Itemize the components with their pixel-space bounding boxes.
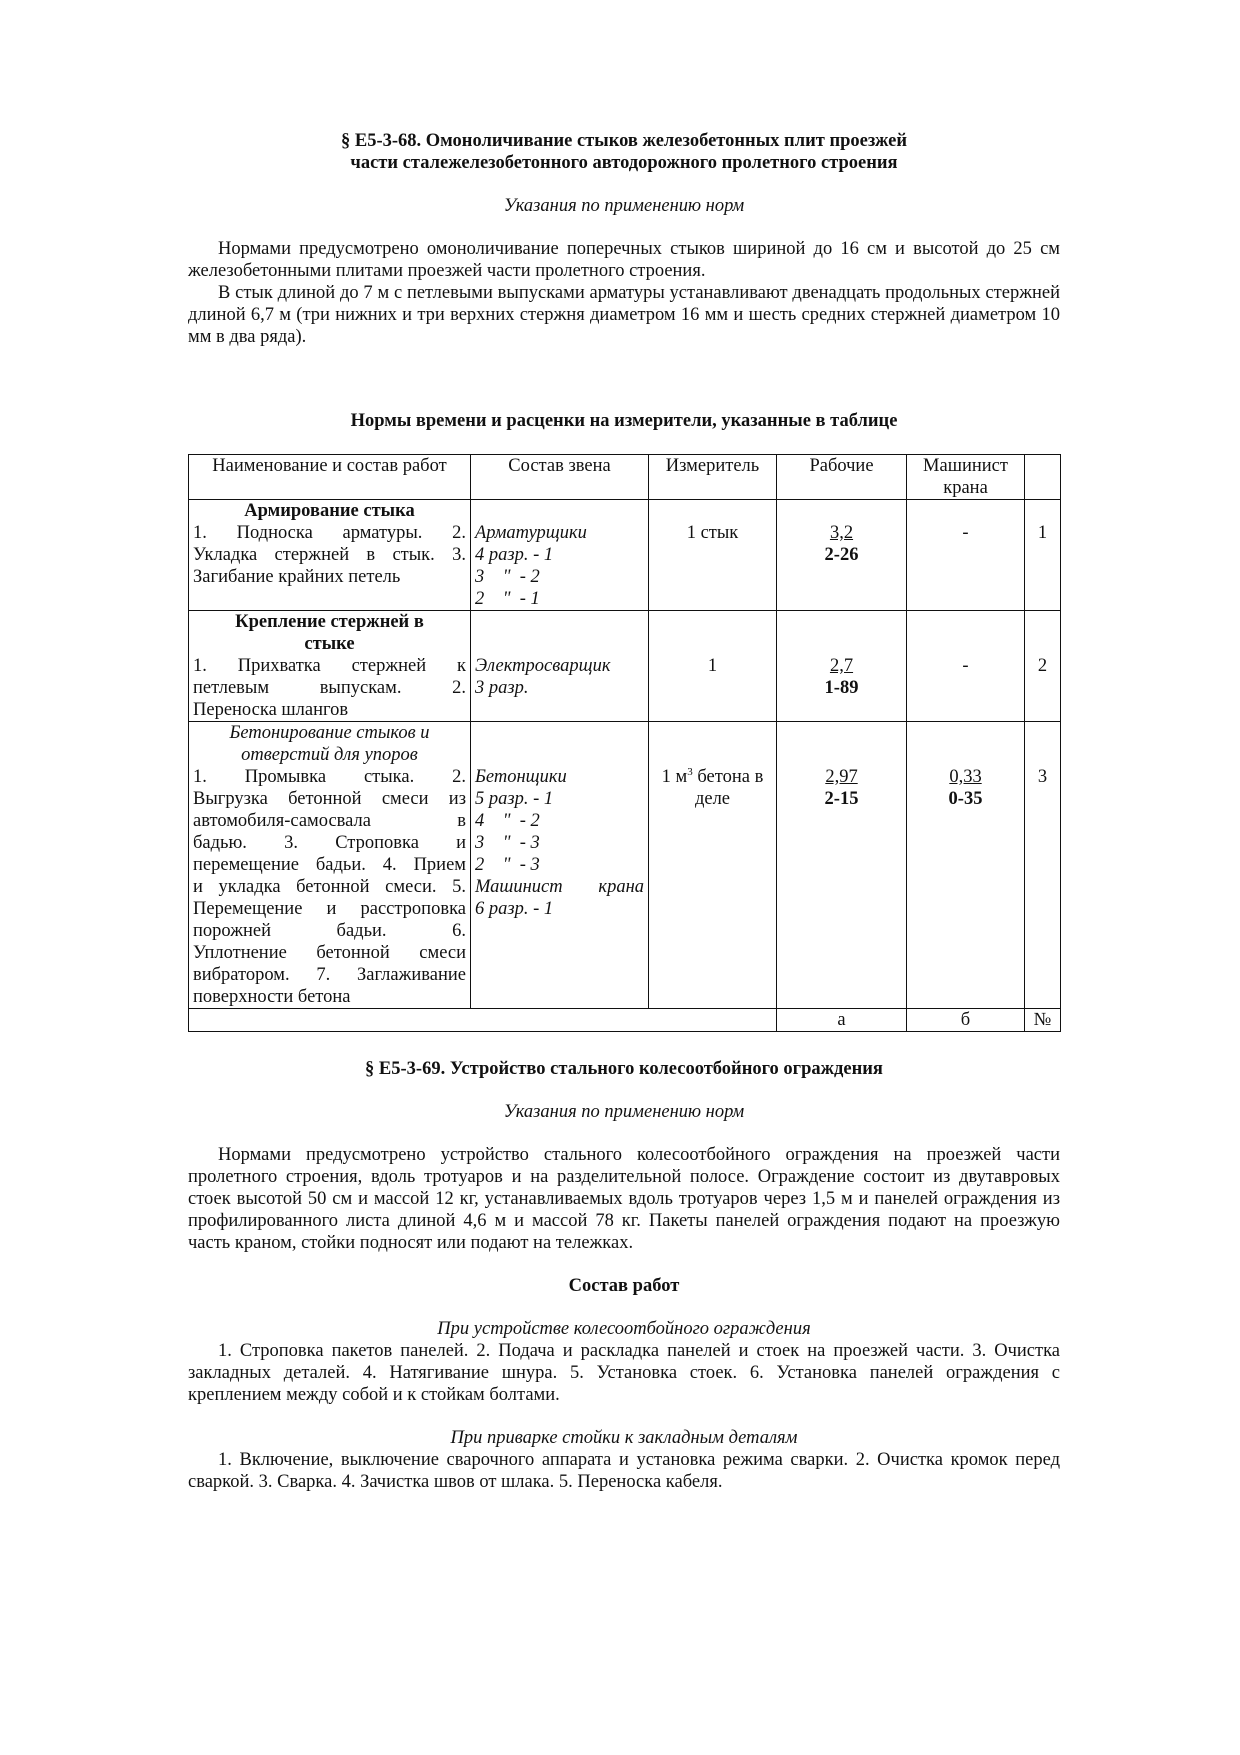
- row2-workers: [777, 611, 907, 722]
- row3-desc-6: и укладка бетонной смеси. 5.: [193, 877, 466, 897]
- footer-num: №: [1025, 1009, 1061, 1032]
- row3-desc-5: перемещение бадьи. 4. Прием: [193, 855, 466, 875]
- row2-heading-2: стыке: [304, 634, 355, 654]
- works-sub2-text: 1. Включение, выключение сварочного аппарата и установка режима сварки. 2. Очистка кромок перед сваркой. 3. Сварка. 4. Зачистка швов от шлака. 5. Переноска кабеля.: [188, 1450, 1060, 1492]
- table-row: [189, 722, 1061, 1009]
- row1-num-value: 1: [1037, 523, 1048, 543]
- section2-title: § Е5-3-69. Устройство стального колесоотбойного ограждения: [365, 1059, 883, 1079]
- works-sub1: При устройстве колесоотбойного ограждения: [437, 1319, 811, 1339]
- row2-crew: [471, 611, 649, 722]
- row1-crew-2: 4 разр. - 1: [475, 545, 554, 565]
- row1-crane-norm: -: [962, 523, 969, 543]
- row3-unit: [649, 722, 777, 1009]
- row3-desc-4: бадью. 3. Строповка и: [193, 833, 466, 853]
- row3-desc-1: 1. Промывка стыка. 2.: [193, 767, 466, 787]
- row3-desc-7: Перемещение и расстроповка: [193, 899, 466, 919]
- row2-num-value: 2: [1037, 656, 1048, 676]
- row3-desc-8: порожней бадьи. 6.: [193, 921, 466, 941]
- row2-desc-2: петлевым выпускам. 2.: [193, 678, 466, 698]
- row2-crew-2: 3 разр.: [475, 678, 529, 698]
- header-crane-line1: Машинист: [923, 456, 1008, 476]
- section2-para1: Нормами предусмотрено устройство стального колесоотбойного ограждения на проезжей части пролетного строения, вдоль тротуаров и на разделительной полосе. Ограждение состоит из двутавровых стоек высотой 50 см и массой 12 кг, устанавливаемых вдоль тротуаров через 1,5 м и панелей ограждения из профилированного листа длиной 4,6 м и массой 78 кг. Пакеты панелей ограждения подают на проезжую часть краном, стойки подносят или подают на тележках.: [188, 1145, 1060, 1253]
- table-title: Нормы времени и расценки на измерители, указанные в таблице: [350, 411, 898, 431]
- row1-unit-value: 1 стык: [686, 523, 739, 543]
- row2-crane: [907, 611, 1025, 722]
- header-crane: [907, 455, 1025, 500]
- header-crane-line2: крана: [943, 478, 988, 498]
- row3-crew-3: 4 " - 2: [475, 811, 540, 831]
- row2-name: [189, 611, 471, 722]
- row1-num: [1025, 500, 1061, 611]
- section1-para1: Нормами предусмотрено омоноличивание поперечных стыков шириной до 16 см и высотой до 25 см железобетонными плитами проезжей части пролетного строения.: [188, 239, 1060, 281]
- works-title: Состав работ: [568, 1276, 680, 1296]
- row3-heading-2: отверстий для упоров: [241, 745, 418, 765]
- row3-crew-2: 5 разр. - 1: [475, 789, 554, 809]
- row2-crane-norm: -: [962, 656, 969, 676]
- header-unit: Измеритель: [649, 455, 777, 500]
- row3-desc-2: Выгрузка бетонной смеси из: [193, 789, 466, 809]
- header-workers: Рабочие: [777, 455, 907, 500]
- row3-unit-line1: 1 $м^3$ бетона в: [661, 765, 764, 787]
- works-sub2: При приварке стойки к закладным деталям: [450, 1428, 798, 1448]
- row3-crew-4: 3 " - 3: [475, 833, 540, 853]
- row3-crew: [471, 722, 649, 1009]
- row3-crane: [907, 722, 1025, 1009]
- row3-desc-9: Уплотнение бетонной смеси: [193, 943, 466, 963]
- table-footer-row: [189, 1009, 1061, 1032]
- table-row: [189, 500, 1061, 611]
- section1-subtitle: Указания по применению норм: [503, 196, 745, 216]
- footer-a: а: [777, 1009, 907, 1032]
- row3-crew-5: 2 " - 3: [475, 855, 540, 875]
- row1-desc-3: Загибание крайних петель: [193, 567, 401, 587]
- row1-workers-rate: 2-26: [824, 545, 859, 565]
- row3-name: [189, 722, 471, 1009]
- row1-desc-2: Укладка стержней в стык. 3.: [193, 545, 466, 565]
- table-header-row: [189, 455, 1061, 500]
- row1-crane: [907, 500, 1025, 611]
- row3-crane-norm: 0,33: [949, 767, 982, 787]
- row2-workers-norm: 2,7: [829, 656, 854, 676]
- row1-desc-1: 1. Подноска арматуры. 2.: [193, 523, 466, 543]
- section1-title-line1: § Е5-3-68. Омоноличивание стыков железобетонных плит проезжей: [341, 131, 907, 151]
- row1-name: [189, 500, 471, 611]
- row3-crew-7: 6 разр. - 1: [475, 899, 554, 919]
- row2-crew-1: Электросварщик: [475, 656, 611, 676]
- row3-crew-1: Бетонщики: [475, 767, 567, 787]
- row2-unit-value: 1: [707, 656, 718, 676]
- table-row: [189, 611, 1061, 722]
- row2-heading-1: Крепление стержней в: [235, 612, 424, 632]
- row3-desc-11: поверхности бетона: [193, 987, 351, 1007]
- row3-crew-6: Машинист крана: [475, 877, 644, 897]
- row3-desc-10: вибратором. 7. Заглаживание: [193, 965, 466, 985]
- row2-desc-1: 1. Прихватка стержней к: [193, 656, 466, 676]
- row3-desc-3: автомобиля-самосвала в: [193, 811, 466, 831]
- row1-workers: [777, 500, 907, 611]
- row1-crew-1: Арматурщики: [475, 523, 587, 543]
- row2-desc-3: Переноска шлангов: [193, 700, 349, 720]
- works-sub1-text: 1. Строповка пакетов панелей. 2. Подача и раскладка панелей и стоек на проезжей части. 3. Очистка закладных деталей. 4. Натягивание шнура. 5. Установка стоек. 6. Установка панелей ограждения с креплением между собой и к стойкам болтами.: [188, 1341, 1060, 1405]
- row3-workers-rate: 2-15: [824, 789, 859, 809]
- document-page: [188, 130, 1060, 1493]
- norms-table: [188, 454, 1061, 1032]
- row3-num-value: 3: [1037, 767, 1048, 787]
- header-crew: Состав звена: [471, 455, 649, 500]
- row3-heading-1: Бетонирование стыков и: [229, 723, 430, 743]
- section1-title-line2: части сталежелезобетонного автодорожного пролетного строения: [350, 153, 898, 173]
- row1-workers-norm: 3,2: [829, 523, 854, 543]
- footer-b: б: [907, 1009, 1025, 1032]
- row2-unit: [649, 611, 777, 722]
- header-num: [1025, 455, 1061, 500]
- row1-unit: [649, 500, 777, 611]
- row3-crane-rate: 0-35: [948, 789, 983, 809]
- row1-crew-3: 3 " - 2: [475, 567, 540, 587]
- header-name: Наименование и состав работ: [189, 455, 471, 500]
- row3-unit-line2: деле: [694, 789, 731, 809]
- row1-crew-4: 2 " - 1: [475, 589, 540, 609]
- row3-workers: [777, 722, 907, 1009]
- section2-subtitle: Указания по применению норм: [503, 1102, 745, 1122]
- section1-para2: В стык длиной до 7 м с петлевыми выпусками арматуры устанавливают двенадцать продольных стержней длиной 6,7 м (три нижних и три верхних стержня диаметром 16 мм и шесть средних стержней диаметром 10 мм в два ряда).: [188, 283, 1060, 347]
- row3-num: [1025, 722, 1061, 1009]
- row1-heading: Армирование стыка: [244, 501, 415, 521]
- row1-crew: [471, 500, 649, 611]
- footer-empty: [189, 1009, 777, 1032]
- row2-num: [1025, 611, 1061, 722]
- row3-workers-norm: 2,97: [825, 767, 858, 787]
- row2-workers-rate: 1-89: [824, 678, 859, 698]
